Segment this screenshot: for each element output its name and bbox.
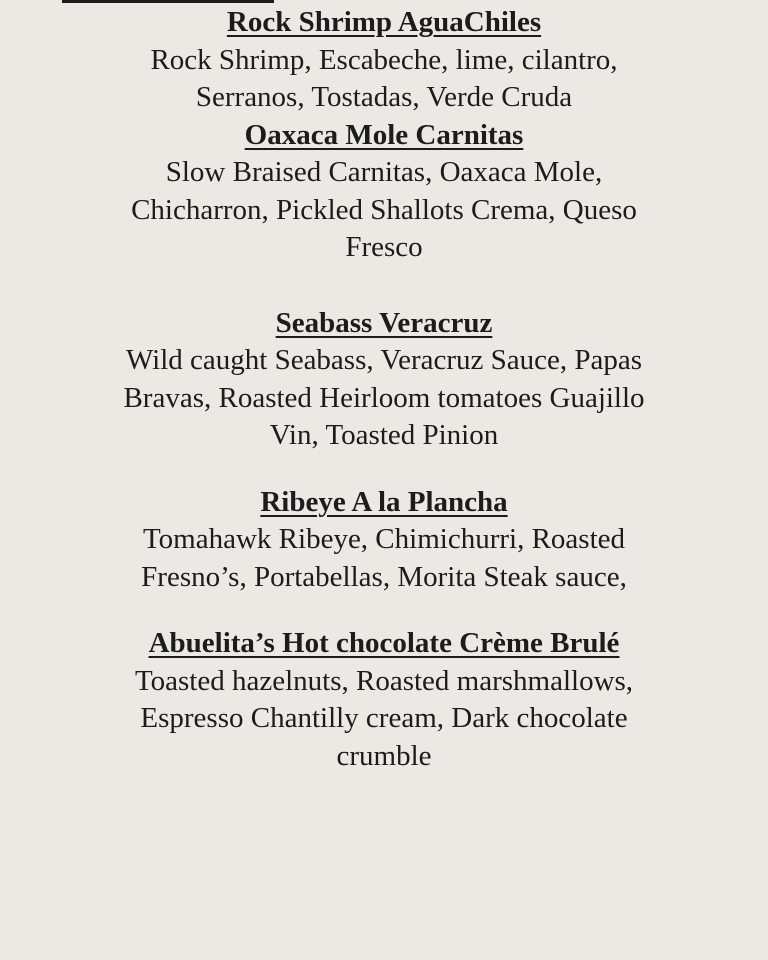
dish-description-line: Chicharron, Pickled Shallots Crema, Queso [131, 193, 637, 226]
dish-description-line: Vin, Toasted Pinion [269, 419, 499, 451]
dish-oaxaca-mole-carnitas [0, 117, 768, 267]
dish-description-line: Rock Shrimp, Escabeche, lime, cilantro, [150, 43, 618, 76]
dish-title: Abuelita’s Hot chocolate Crème Brulé [148, 627, 620, 659]
dish-description-line: Wild caught Seabass, Veracruz Sauce, Papas [125, 344, 643, 376]
dish-title: Oaxaca Mole Carnitas [244, 118, 524, 151]
dish-seabass-veracruz [0, 305, 768, 455]
dish-title: Rock Shrimp AguaChiles [226, 6, 542, 38]
dish-description-line: Slow Braised Carnitas, Oaxaca Mole, [165, 156, 603, 188]
dish-ribeye-a-la-plancha [0, 484, 768, 597]
dish-description-line: Tomahawk Ribeye, Chimichurri, Roasted [142, 523, 625, 555]
dish-title: Ribeye A la Plancha [260, 485, 508, 518]
dish-description-line: Fresco [345, 231, 423, 263]
dish-description-line: Bravas, Roasted Heirloom tomatoes Guajillo [123, 381, 645, 414]
menu-list [0, 4, 768, 775]
dish-description-line: crumble [336, 739, 432, 772]
top-divider [62, 0, 274, 3]
dish-rock-shrimp-aguachiles [0, 4, 768, 117]
dish-hot-chocolate-creme-brule [0, 625, 768, 775]
dish-description-line: Serranos, Tostadas, Verde Cruda [195, 81, 573, 113]
dish-description-line: Espresso Chantilly cream, Dark chocolate [140, 702, 628, 734]
dish-title: Seabass Veracruz [275, 306, 493, 339]
dish-description-line: Fresno’s, Portabellas, Morita Steak sauce, [141, 560, 627, 593]
dish-description-line: Toasted hazelnuts, Roasted marshmallows, [134, 664, 634, 697]
